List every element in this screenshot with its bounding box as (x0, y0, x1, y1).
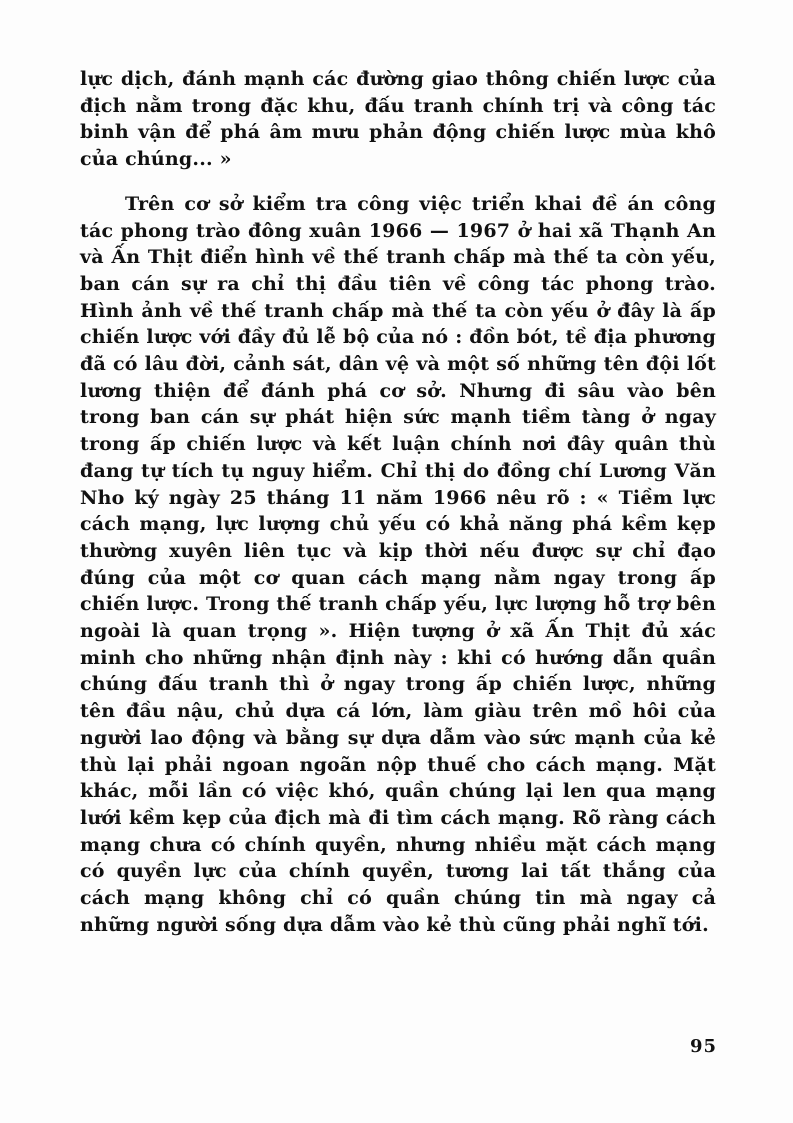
paragraph-continued: lực dịch, đánh mạnh các đường giao thông chiến lược của địch nằm trong đặc khu, đấu tranh chính trị và công tác binh vận để phá âm mưu phản động chiến lược mùa khô của chúng... » (80, 68, 716, 171)
page-number: 95 (689, 1036, 717, 1057)
paragraph-main: Trên cơ sở kiểm tra công việc triển khai đề án công tác phong trào đông xuân 1966 — 1967 ở hai xã Thạnh An và Ấn Thịt điển hình về thế tranh chấp mà thế ta còn yếu, ban cán sự ra chỉ thị đầu tiên về công tác phong trào. Hình ảnh về thế tranh chấp mà thế ta còn yếu ở đây là ấp chiến lược với đầy đủ lễ bộ của nó : đồn bót, tề địa phương đã có lâu đời, cảnh sát, dân vệ và một số những tên đội lốt lương thiện để đánh phá cơ sở. Nhưng đi sâu vào bên trong ban cán sự phát hiện sức mạnh tiềm tàng ở ngay trong ấp chiến lược và kết luận chính nơi đây quân thù đang tự tích tụ nguy hiểm. Chỉ thị do đồng chí Lương Văn Nho ký ngày 25 tháng 11 năm 1966 nêu rõ : « Tiềm lực cách mạng, lực lượng chủ yếu có khả năng phá kềm kẹp thường xuyên liên tục và kịp thời nếu được sự chỉ đạo đúng của một cơ quan cách mạng nằm ngay trong ấp chiến lược. Trong thế tranh chấp yếu, lực lượng hỗ trợ bên ngoài là quan trọng ». Hiện tượng ở xã Ấn Thịt đủ xác minh cho những nhận định này : khi có hướng dẫn quần chúng đấu tranh thì ở ngay trong ấp chiến lược, những tên đầu nậu, chủ dựa cá lớn, làm giàu trên mồ hôi của người lao động và bằng sự dựa dẫm vào sức mạnh của kẻ thù lại phải ngoan ngoãn nộp thuế cho cách mạng. Mặt khác, mỗi lần có việc khó, quần chúng lại len qua mạng lưới kềm kẹp của địch mà đi tìm cách mạng. Rõ ràng cách mạng chưa có chính quyền, nhưng nhiều mặt cách mạng có quyền lực của chính quyền, tương lai tất thắng của cách mạng không chỉ có quần chúng tin mà ngay cả những người sống dựa dẫm vào kẻ thù cũng phải nghĩ tới. (80, 192, 716, 936)
body-text (80, 66, 716, 939)
